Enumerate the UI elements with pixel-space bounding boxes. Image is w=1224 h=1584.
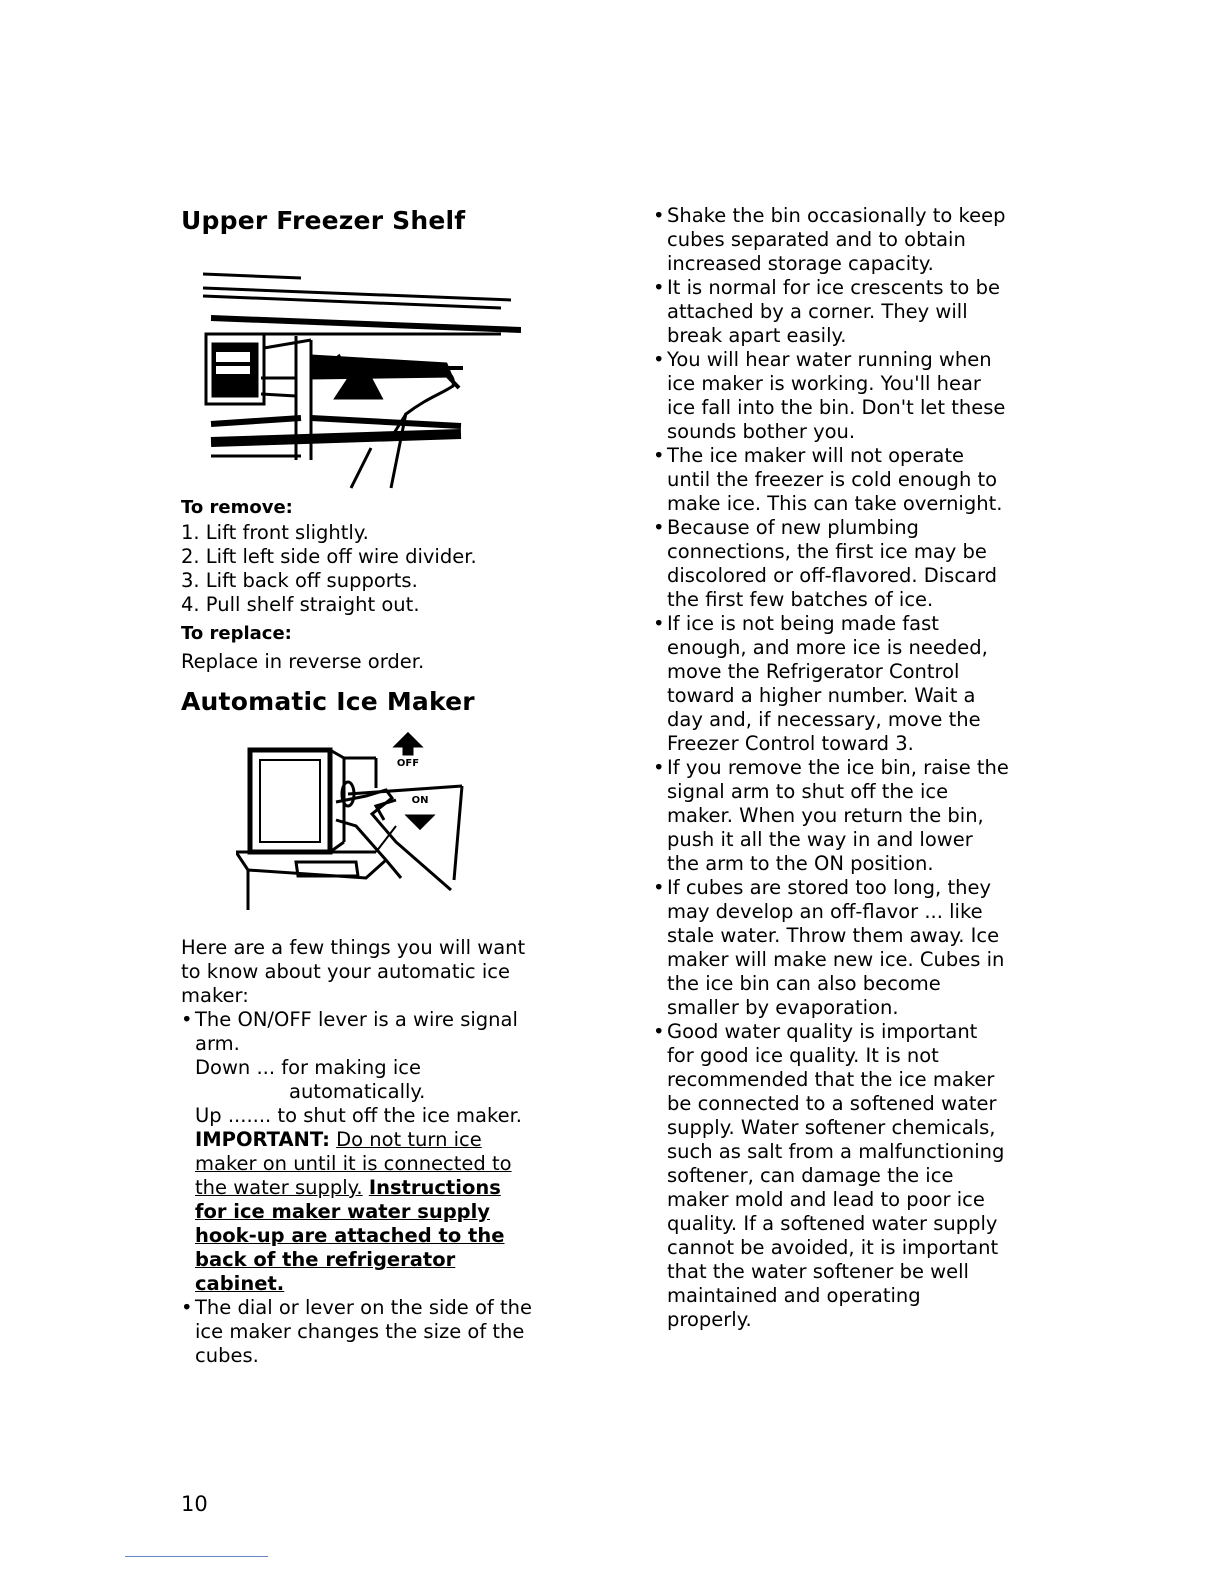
tip-9-line-3: recommended that the ice maker (667, 1068, 995, 1091)
tip-9-line-10: cannot be avoided, it is important (667, 1236, 999, 1259)
footer-rule (125, 1556, 268, 1557)
important-line-4: for ice maker water supply (195, 1200, 491, 1223)
tip-9-line-9: quality. If a softened water supply (667, 1212, 998, 1235)
dial-bullet-line-3: cubes. (195, 1344, 259, 1367)
remove-step-3: 3. Lift back off supports. (181, 569, 418, 592)
up-line: Up ....... to shut off the ice maker. (195, 1104, 522, 1127)
tip-9-line-12: maintained and operating (667, 1284, 921, 1307)
tip-6-line-1: • If ice is not being made fast (653, 612, 939, 635)
ice-intro-line-3: maker: (181, 984, 249, 1007)
tip-7-line-2: signal arm to shut off the ice (667, 780, 949, 803)
tip-7-line-1: • If you remove the ice bin, raise the (653, 756, 1009, 779)
down-line-1: Down ... for making ice (195, 1056, 421, 1079)
tip-5-line-3: discolored or off-flavored. Discard (667, 564, 998, 587)
ice-maker-illustration (236, 730, 536, 925)
lever-bullet-line-1: • The ON/OFF lever is a wire signal (181, 1008, 518, 1031)
bullet-dot: • (653, 204, 665, 227)
important-line-3: the water supply. Instructions (195, 1176, 501, 1199)
bullet-dot: • (181, 1008, 193, 1031)
tip-7-line-3: maker. When you return the bin, (667, 804, 984, 827)
tip-8-line-1: • If cubes are stored too long, they (653, 876, 991, 899)
remove-step-2: 2. Lift left side off wire divider. (181, 545, 477, 568)
automatic-ice-maker-heading: Automatic Ice Maker (181, 687, 475, 716)
illus-on-label: ON (411, 795, 429, 806)
tip-4-line-2: until the freezer is cold enough to (667, 468, 998, 491)
tip-9-line-7: softener, can damage the ice (667, 1164, 954, 1187)
important-line-5: hook-up are attached to the (195, 1224, 505, 1247)
tip-8-line-2: may develop an off-flavor ... like (667, 900, 983, 923)
down-line-2: automatically. (289, 1080, 426, 1103)
important-line-2: maker on until it is connected to (195, 1152, 512, 1175)
bullet-dot: • (653, 612, 665, 635)
tip-8-line-6: smaller by evaporation. (667, 996, 899, 1019)
bullet-dot: • (653, 876, 665, 899)
page-number: 10 (181, 1492, 208, 1516)
important-line-6: back of the refrigerator (195, 1248, 456, 1271)
tip-9-line-11: that the water softener be well (667, 1260, 969, 1283)
tip-4-line-3: make ice. This can take overnight. (667, 492, 1003, 515)
important-line-7: cabinet. (195, 1272, 285, 1295)
bullet-dot: • (653, 756, 665, 779)
tip-6-line-5: day and, if necessary, move the (667, 708, 981, 731)
dial-bullet-line-1: • The dial or lever on the side of the (181, 1296, 532, 1319)
tip-2-line-2: attached by a corner. They will (667, 300, 968, 323)
tip-8-line-4: maker will make new ice. Cubes in (667, 948, 1005, 971)
illus-off-label: OFF (396, 758, 420, 769)
tip-3-line-3: ice fall into the bin. Don't let these (667, 396, 1006, 419)
tip-5-line-4: the first few batches of ice. (667, 588, 934, 611)
tip-9-line-5: supply. Water softener chemicals, (667, 1116, 996, 1139)
tip-4-line-1: • The ice maker will not operate (653, 444, 965, 467)
bullet-dot: • (181, 1296, 193, 1319)
tip-9-line-4: be connected to a softened water (667, 1092, 997, 1115)
tip-6-line-6: Freezer Control toward 3. (667, 732, 914, 755)
important-line-1: IMPORTANT: Do not turn ice (195, 1128, 482, 1151)
tip-9-line-8: maker mold and lead to poor ice (667, 1188, 985, 1211)
tip-3-line-4: sounds bother you. (667, 420, 856, 443)
tip-9-line-6: such as salt from a malfunctioning (667, 1140, 1005, 1163)
replace-text: Replace in reverse order. (181, 650, 425, 673)
dial-bullet-line-2: ice maker changes the size of the (195, 1320, 525, 1343)
ice-intro-line-2: to know about your automatic ice (181, 960, 510, 983)
bullet-dot: • (653, 348, 665, 371)
bullet-dot: • (653, 516, 665, 539)
bullet-dot: • (653, 1020, 665, 1043)
tip-6-line-3: move the Refrigerator Control (667, 660, 960, 683)
bullet-dot: • (653, 276, 665, 299)
ice-intro-line-1: Here are a few things you will want (181, 936, 526, 959)
tip-8-line-3: stale water. Throw them away. Ice (667, 924, 1000, 947)
tip-7-line-5: the arm to the ON position. (667, 852, 934, 875)
tip-2-line-1: • It is normal for ice crescents to be (653, 276, 1000, 299)
to-remove-heading: To remove: (181, 497, 293, 518)
tip-9-line-13: properly. (667, 1308, 752, 1331)
tip-9-line-1: • Good water quality is important (653, 1020, 978, 1043)
tip-3-line-2: ice maker is working. You'll hear (667, 372, 981, 395)
tip-3-line-1: • You will hear water running when (653, 348, 992, 371)
important-label: IMPORTANT: (195, 1128, 330, 1151)
lever-bullet-line-2: arm. (195, 1032, 240, 1055)
tip-9-line-2: for good ice quality. It is not (667, 1044, 939, 1067)
tip-6-line-2: enough, and more ice is needed, (667, 636, 988, 659)
remove-step-4: 4. Pull shelf straight out. (181, 593, 420, 616)
tip-1-line-2: cubes separated and to obtain (667, 228, 966, 251)
tip-2-line-3: break apart easily. (667, 324, 847, 347)
upper-freezer-shelf-illustration (201, 268, 521, 490)
bullet-dot: • (653, 444, 665, 467)
remove-step-1: 1. Lift front slightly. (181, 521, 369, 544)
tip-8-line-5: the ice bin can also become (667, 972, 941, 995)
tip-6-line-4: toward a higher number. Wait a (667, 684, 976, 707)
tip-1-line-3: increased storage capacity. (667, 252, 934, 275)
tip-7-line-4: push it all the way in and lower (667, 828, 973, 851)
to-replace-heading: To replace: (181, 623, 292, 644)
tip-5-line-2: connections, the first ice may be (667, 540, 987, 563)
tip-1-line-1: • Shake the bin occasionally to keep (653, 204, 1006, 227)
tip-5-line-1: • Because of new plumbing (653, 516, 919, 539)
upper-freezer-shelf-heading: Upper Freezer Shelf (181, 206, 466, 235)
